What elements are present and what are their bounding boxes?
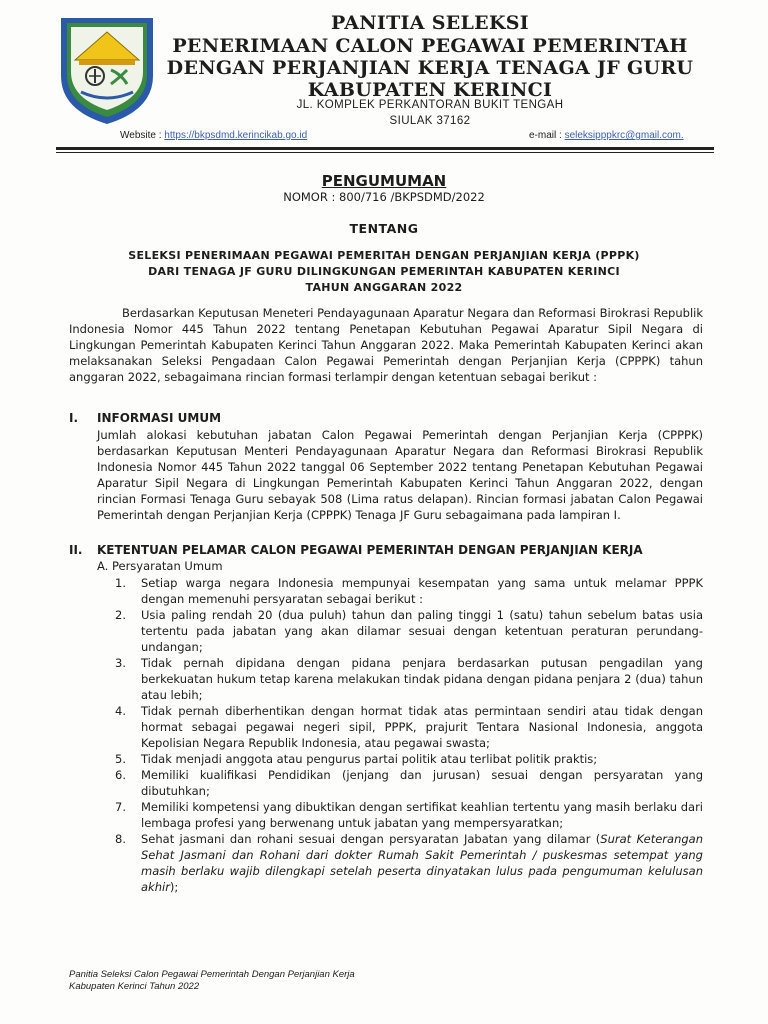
list-item: [111, 831, 703, 895]
email-row: [529, 130, 684, 141]
section-1-title: INFORMASI UMUM: [97, 411, 222, 425]
header-line-3: DENGAN PERJANJIAN KERJA TENAGA JF GURU: [166, 57, 694, 79]
address-line-1: JL. KOMPLEK PERKANTORAN BUKIT TENGAH: [296, 99, 564, 111]
header-divider-thin: [56, 152, 714, 153]
list-item-text: Tidak pernah dipidana dengan pidana penjara berdasarkan putusan pengadilan yang berkekuatan hukum tetap karena melakukan tindak pidana dengan pidana penjara 2 (dua) tahun atau lebih;: [141, 656, 703, 702]
subject-line-1: SELEKSI PENERIMAAN PEGAWAI PEMERITAH DENGAN PERJANJIAN KERJA (PPPK): [128, 249, 640, 262]
list-item-text: Tidak pernah diberhentikan dengan hormat tidak atas permintaan sendiri atau tidak dengan hormat sebagai pegawai negeri sipil, PPPK, prajurit Tentara Nasional Indonesia, anggota Kepolisian Negara Republik Indonesia, atau pegawai swasta;: [141, 704, 703, 750]
list-item-text: Setiap warga negara Indonesia mempunyai kesempatan yang sama untuk melamar PPPK dengan memenuhi persyaratan sebagai berikut :: [141, 576, 703, 606]
list-item: [111, 799, 703, 831]
list-item-number: 8.: [115, 832, 126, 846]
list-item-text: Usia paling rendah 20 (dua puluh) tahun dan paling tinggi 1 (satu) tahun sebelum batas usia tertentu pada jabatan yang akan dilamar sesuai dengan ketentuan peraturan perundang-undangan;: [141, 608, 703, 654]
page-footer: [69, 969, 355, 993]
announcement-number: NOMOR : 800/716 /BKPSDMD/2022: [283, 190, 485, 204]
list-item: [111, 767, 703, 799]
list-item-number: 1.: [115, 576, 126, 590]
tentang-heading: TENTANG: [349, 221, 419, 236]
section-1-number: I.: [69, 411, 79, 425]
section-1-body: Jumlah alokasi kebutuhan jabatan Calon Pegawai Pemerintah dengan Perjanjian Kerja (CPPPK) berdasarkan Keputusan Menteri Pendayagunaan Aparatur Negara dan Reformasi Birokrasi Republik Indonesia Nomor 445 Tahun 2022 tanggal 06 September 2022 tentang Penetapan Kebutuhan Pegawai Aparatur Sipil Negara di Lingkungan Pemerintah Kabupaten Kerinci Tahun Anggaran 2022, dengan rincian Formasi Tenaga Guru sebayak 508 (Lima ratus delapan). Rincian formasi jabatan Calon Pegawai Pemerintah dengan Perjanjian Kerja (CPPPK) Tenaga JF Guru sebagaimana pada lampiran I.: [97, 428, 703, 522]
announcement-heading: PENGUMUMAN: [321, 172, 447, 190]
list-item-text: Memiliki kualifikasi Pendidikan (jenjang dan jurusan) sesuai dengan persyaratan yang dibutuhkan;: [141, 768, 703, 798]
website-label: Website :: [120, 130, 162, 141]
header-divider-thick: [56, 147, 714, 150]
footer-line-1: Panitia Seleksi Calon Pegawai Pemerintah Dengan Perjanjian Kerja: [69, 969, 355, 980]
subject-line-3: TAHUN ANGGARAN 2022: [305, 281, 463, 294]
list-item: [111, 751, 703, 767]
list-item: [111, 703, 703, 751]
footer-line-2: Kabupaten Kerinci Tahun 2022: [69, 981, 200, 992]
website-row: [120, 130, 307, 141]
list-item: [111, 575, 703, 607]
list-item-text: Tidak menjadi anggota atau pengurus partai politik atau terlibat politik praktis;: [141, 752, 598, 766]
letterhead: [0, 0, 768, 150]
list-item-number: 7.: [115, 800, 126, 814]
subject-line-2: DARI TENAGA JF GURU DILINGKUNGAN PEMERINTAH KABUPATEN KERINCI: [148, 265, 620, 278]
list-item: [111, 655, 703, 703]
header-line-2: PENERIMAAN CALON PEGAWAI PEMERINTAH: [172, 35, 688, 57]
list-item-text-end: );: [169, 880, 179, 894]
list-item-number: 5.: [115, 752, 126, 766]
header-line-4: KABUPATEN KERINCI: [307, 79, 553, 101]
list-item-number: 4.: [115, 704, 126, 718]
website-link[interactable]: https://bkpsdmd.kerincikab.go.id: [164, 130, 308, 141]
requirements-list: [111, 575, 703, 895]
section-2-title: KETENTUAN PELAMAR CALON PEGAWAI PEMERINTAH DENGAN PERJANJIAN KERJA: [97, 543, 643, 557]
list-item-italic-text: Surat Keterangan Sehat Jasmani dan Rohani dari dokter Rumah Sakit Pemerintah / puskesmas setempat yang masih berlaku wajib dilengkapi setelah peserta dinyatakan lulus pada pengumuman kelulusan akhir: [141, 832, 703, 894]
header-line-1: PANITIA SELEKSI: [331, 12, 529, 34]
email-label: e-mail :: [529, 130, 562, 141]
list-item-number: 3.: [115, 656, 126, 670]
subsection-a-title: A. Persyaratan Umum: [97, 559, 223, 573]
section-2-number: II.: [69, 543, 83, 557]
list-item: [111, 607, 703, 655]
kerinci-emblem-icon: [55, 14, 159, 126]
address-line-2: SIULAK 37162: [389, 115, 471, 127]
list-item-text: Sehat jasmani dan rohani sesuai dengan persyaratan Jabatan yang dilamar (: [141, 832, 601, 846]
list-item-number: 6.: [115, 768, 126, 782]
list-item-text: Memiliki kompetensi yang dibuktikan dengan sertifikat keahlian tertentu yang masih berlaku dari lembaga profesi yang berwenang untuk jabatan yang mempersyaratkan;: [141, 800, 703, 830]
intro-paragraph: Berdasarkan Keputusan Meneteri Pendayagunaan Aparatur Negara dan Reformasi Birokrasi Republik Indonesia Nomor 445 Tahun 2022 tentang Penetapan Kebutuhan Pegawai Aparatur Sipil Negara di Lingkungan Pemerintah Kabupaten Kerinci Tahun Anggaran 2022. Maka Pemerintah Kabupaten Kerinci akan melaksanakan Seleksi Pengadaan Calon Pegawai Pemerintah dengan Perjanjian Kerja (CPPPK) tahun anggaran 2022, sebagaimana rincian formasi terlampir dengan ketentuan sebagai berikut :: [69, 306, 703, 384]
email-link[interactable]: seleksipppkrc@gmail.com.: [564, 130, 684, 141]
list-item-number: 2.: [115, 608, 126, 622]
